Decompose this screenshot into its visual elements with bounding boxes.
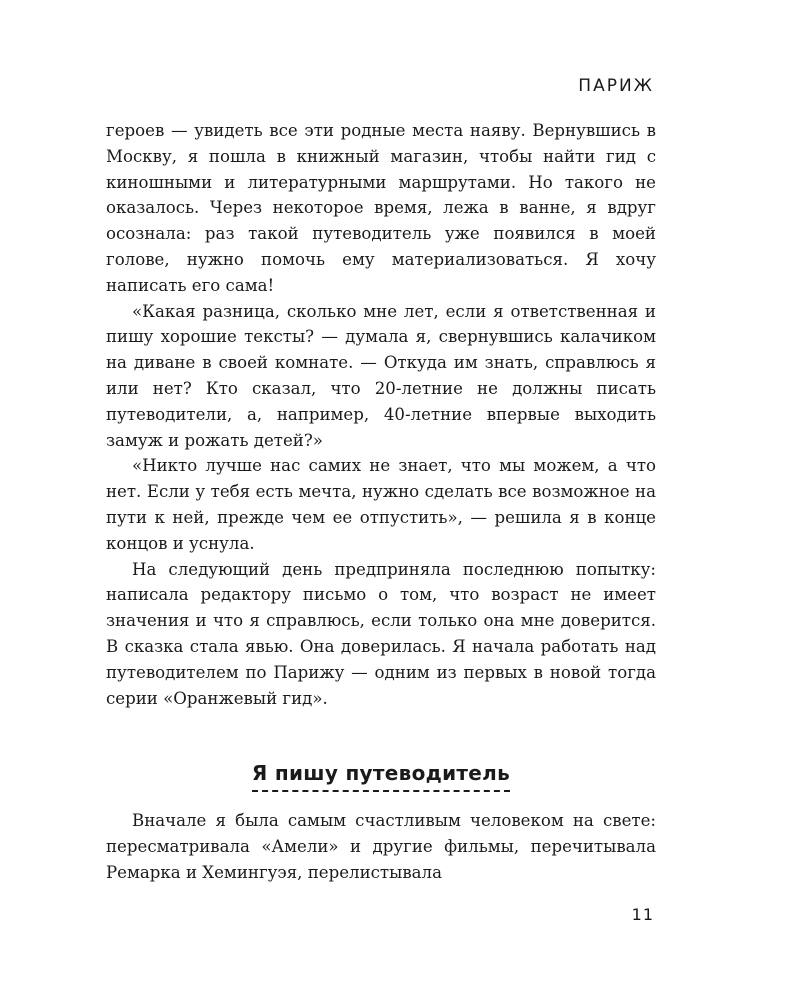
section-heading-wrap bbox=[106, 761, 656, 792]
page-number: 11 bbox=[631, 905, 654, 924]
paragraph-4: На следующий день предприняла последнюю попытку: написала редактору письмо о том, что возраст не имеет значения и что я справлюсь, если только она мне доверится. В сказка стала явью. Она доверилась. Я начала работать над путеводителем по Парижу — одним из первых в новой тогда серии «Оранжевый гид». bbox=[106, 559, 656, 708]
body-text bbox=[106, 118, 656, 711]
body-text-continued bbox=[106, 808, 656, 885]
paragraph-after-heading: Вначале я была самым счастливым человеком на свете: пересматривала «Амели» и другие фильмы, перечитывала Ремарка и Хемингуэя, перелистывала bbox=[106, 811, 656, 882]
paragraph-1: героев — увидеть все эти родные места наяву. Вернувшись в Москву, я пошла в книжный магазин, чтобы найти гид с киношными и литературными маршрутами. Но такого не оказалось. Через некоторое время, лежа в ванне, я вдруг осознала: раз такой путеводитель уже появился в моей голове, нужно помочь ему материализоваться. Я хочу написать его сама! bbox=[106, 121, 656, 295]
running-header: ПАРИЖ bbox=[578, 76, 654, 96]
section-heading: Я пишу путеводитель bbox=[252, 761, 510, 792]
paragraph-3: «Никто лучше нас самих не знает, что мы можем, а что нет. Если у тебя есть мечта, нужно сделать все возможное на пути к ней, прежде чем ее отпустить», — решила я в конце концов и уснула. bbox=[106, 456, 656, 553]
paragraph-2: «Какая разница, сколько мне лет, если я ответственная и пишу хорошие тексты? — думала я, свернувшись калачиком на диване в своей комнате. — Откуда им знать, справлюсь я или нет? Кто сказал, что 20-летние не должны писать путеводители, а, например, 40-летние впервые выходить замуж и рожать детей?» bbox=[106, 301, 656, 450]
